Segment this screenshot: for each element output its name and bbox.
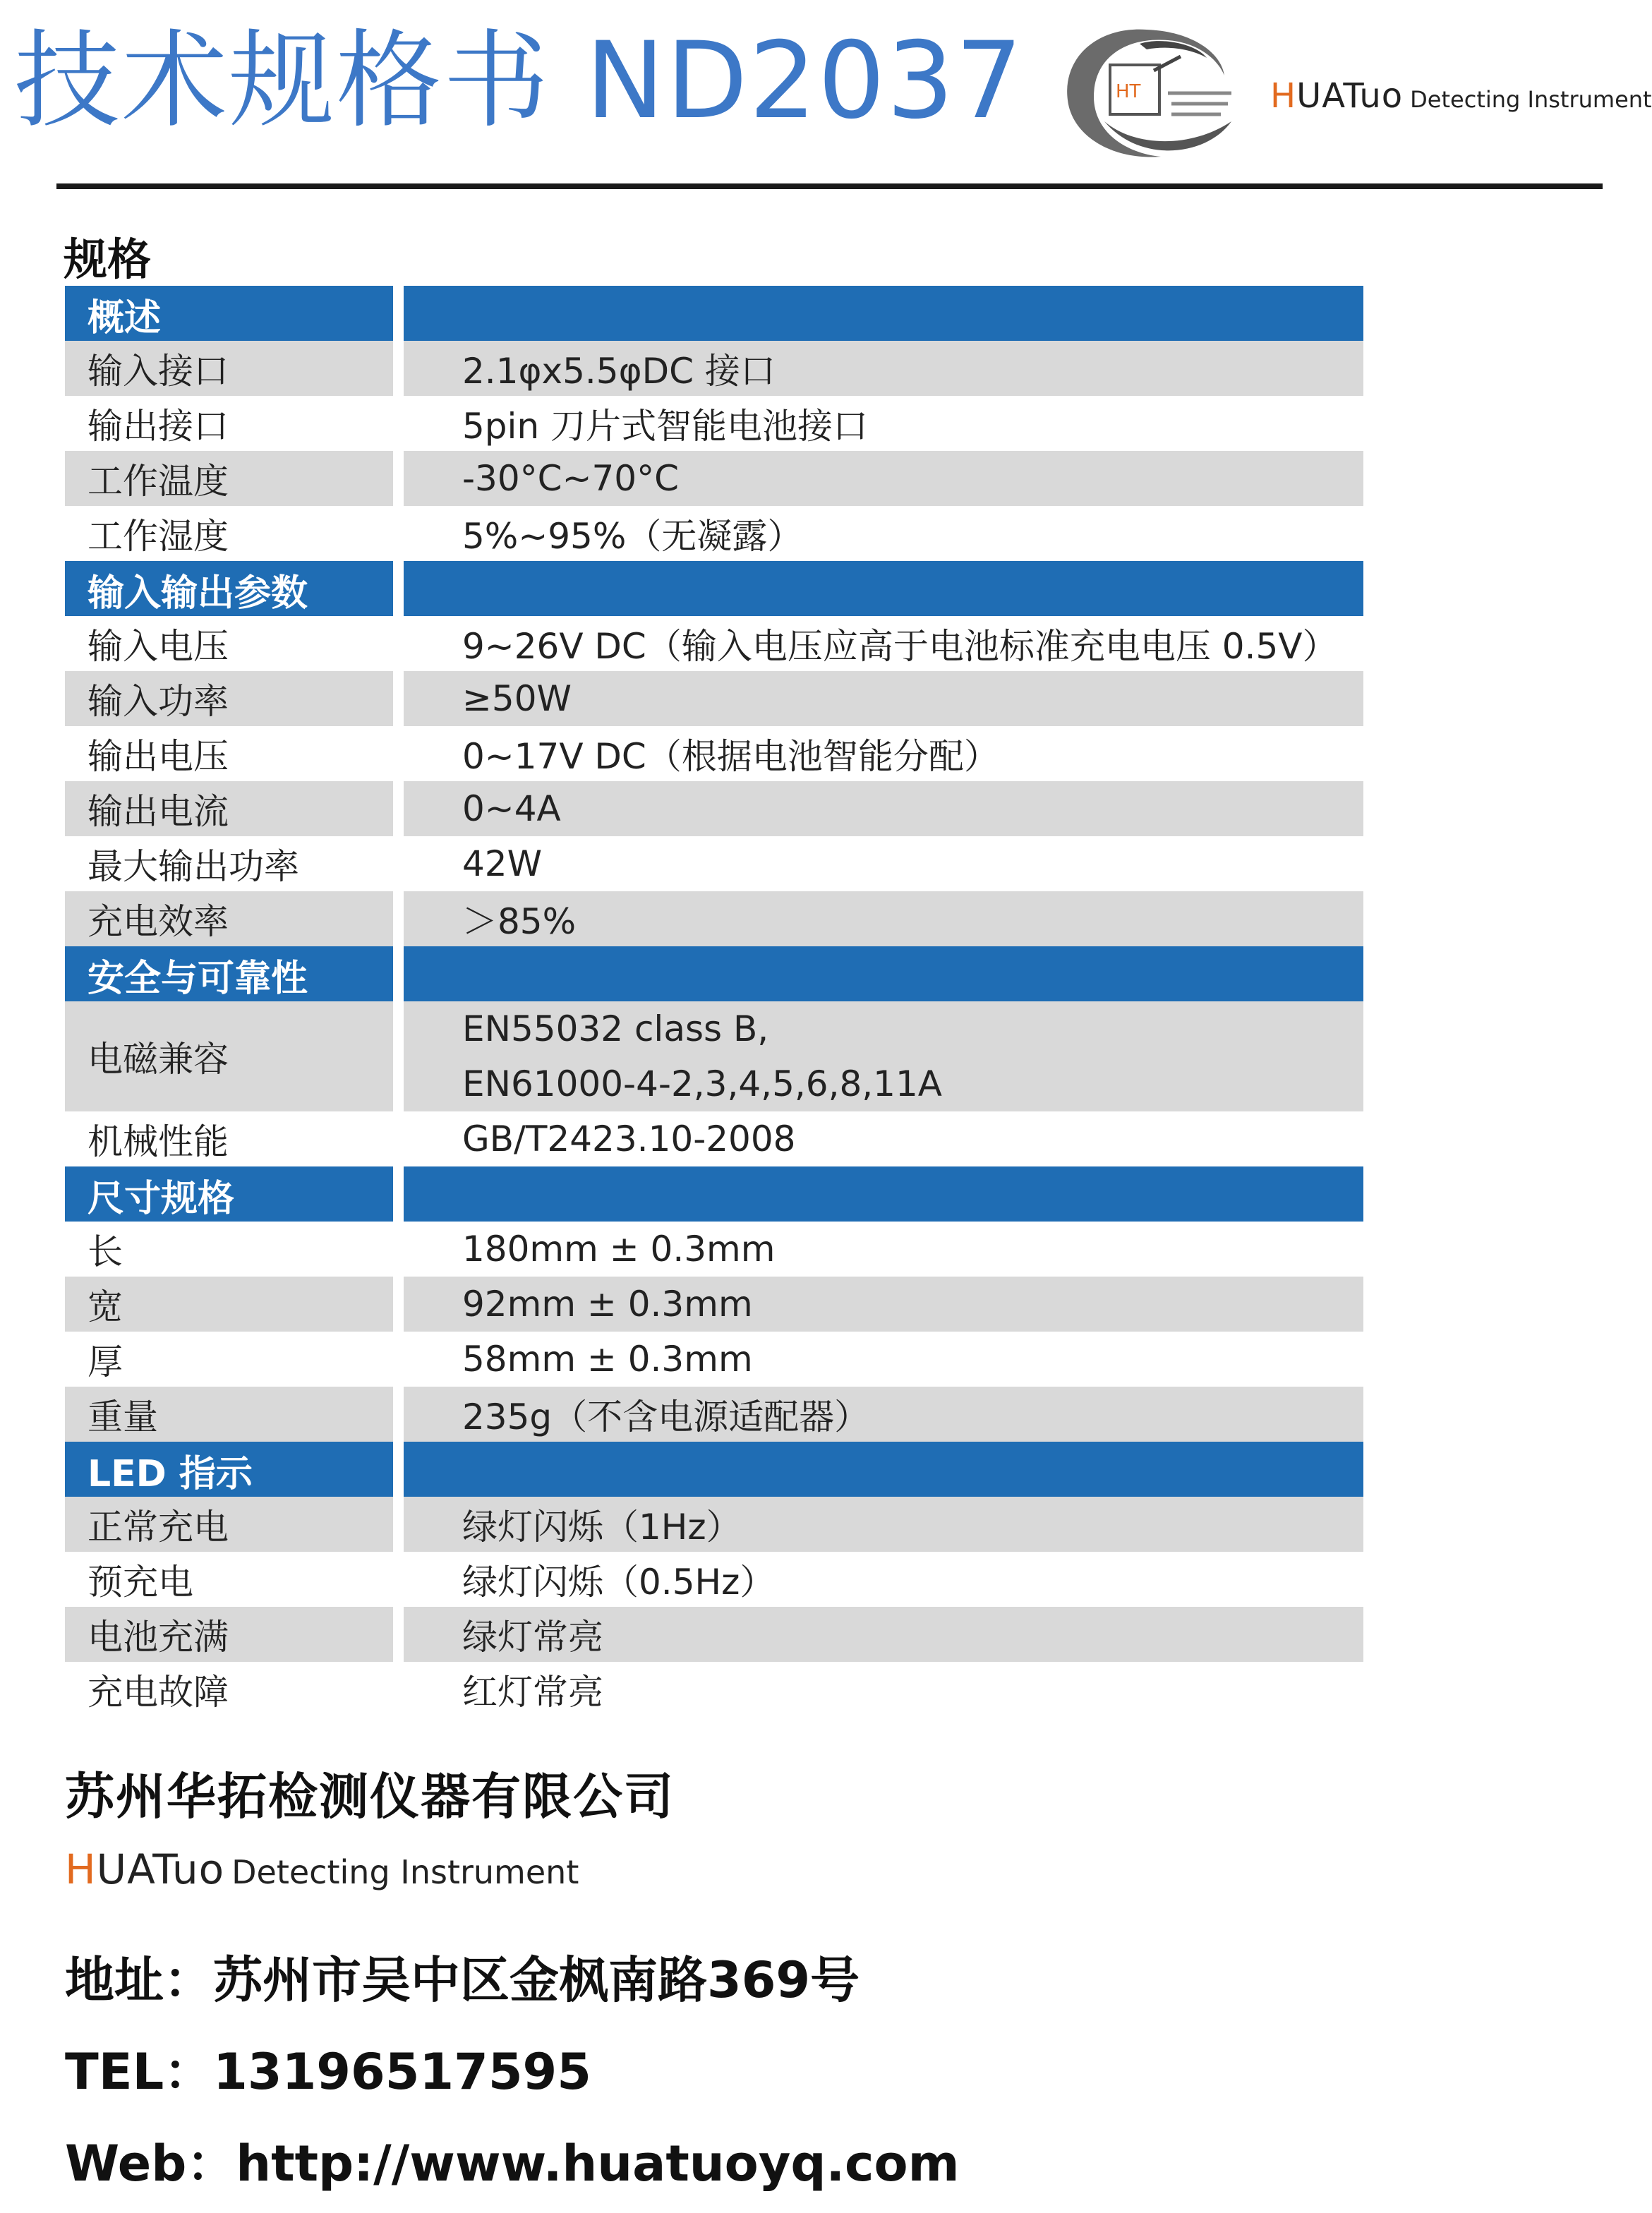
brand-name: HUATuo xyxy=(1270,76,1404,116)
spec-row xyxy=(65,781,1363,836)
spec-label: 机械性能 xyxy=(65,1111,393,1166)
spec-label: 厚 xyxy=(65,1332,393,1387)
spec-row xyxy=(65,1277,1363,1332)
spec-label: 工作湿度 xyxy=(65,506,393,561)
spec-label: 长 xyxy=(65,1222,393,1277)
spec-label: 输入输出参数 xyxy=(65,561,393,617)
web-link[interactable]: Web：http://www.huatuoyq.com xyxy=(65,2135,960,2193)
company-logo xyxy=(1055,16,1238,171)
spec-value xyxy=(404,1001,1363,1111)
spec-value xyxy=(404,561,1363,617)
company-name: 苏州华拓检测仪器有限公司 xyxy=(65,1768,675,1826)
spec-row xyxy=(65,1111,1363,1166)
brand-tagline: Detecting Instrument xyxy=(1410,86,1652,113)
spec-row xyxy=(65,891,1363,946)
spec-value: 5pin 刀片式智能电池接口 xyxy=(404,396,1363,451)
spec-label: 输出电压 xyxy=(65,726,393,781)
brand-footer xyxy=(65,1845,579,1893)
spec-label: 预充电 xyxy=(65,1552,393,1607)
spec-row xyxy=(65,1001,1363,1111)
document-title: 技术规格书 ND2037 xyxy=(14,20,1025,143)
brand-header xyxy=(1270,76,1652,116)
logo-swirl-icon xyxy=(1055,16,1238,171)
spec-value: 红灯常亮 xyxy=(404,1662,1363,1717)
spec-value: 绿灯闪烁（1Hz） xyxy=(404,1497,1363,1552)
section-header-row xyxy=(65,1442,1363,1497)
spec-value: 绿灯常亮 xyxy=(404,1607,1363,1662)
spec-value xyxy=(404,1166,1363,1223)
header-divider xyxy=(56,183,1603,189)
spec-value: 9~26V DC（输入电压应高于电池标准充电电压 0.5V） xyxy=(404,616,1363,671)
section-header-row xyxy=(65,1166,1363,1222)
spec-value-line: EN55032 class B, xyxy=(462,1008,769,1049)
section-header-row xyxy=(65,561,1363,616)
brand-tagline-footer: Detecting Instrument xyxy=(231,1853,579,1891)
section-title: 规格 xyxy=(64,234,152,285)
spec-row xyxy=(65,836,1363,891)
spec-label: 电池充满 xyxy=(65,1607,393,1662)
spec-label: 正常充电 xyxy=(65,1497,393,1552)
spec-label: 重量 xyxy=(65,1387,393,1442)
spec-value: 235g（不含电源适配器） xyxy=(404,1387,1363,1442)
spec-value: -30°C~70°C xyxy=(404,451,1363,506)
spec-label: 输入功率 xyxy=(65,671,393,726)
spec-value: 42W xyxy=(404,836,1363,891)
spec-value: 2.1φx5.5φDC 接口 xyxy=(404,341,1363,396)
spec-label: 安全与可靠性 xyxy=(65,946,393,1003)
spec-row xyxy=(65,1552,1363,1607)
spec-row xyxy=(65,616,1363,671)
spec-row xyxy=(65,1662,1363,1717)
spec-row xyxy=(65,671,1363,726)
spec-row xyxy=(65,396,1363,451)
logo-text: HT xyxy=(1116,81,1141,102)
spec-row xyxy=(65,506,1363,561)
spec-label: 最大输出功率 xyxy=(65,836,393,891)
spec-value: ≥50W xyxy=(404,671,1363,726)
spec-value: 5%~95%（无凝露） xyxy=(404,506,1363,561)
spec-row xyxy=(65,1222,1363,1277)
tel-text: TEL：13196517595 xyxy=(65,2043,591,2101)
spec-row xyxy=(65,1497,1363,1552)
spec-label: 输出接口 xyxy=(65,396,393,451)
section-header-row xyxy=(65,946,1363,1001)
spec-value: 58mm ± 0.3mm xyxy=(404,1332,1363,1387)
spec-value xyxy=(404,286,1363,342)
section-header-row xyxy=(65,286,1363,341)
spec-value xyxy=(404,946,1363,1003)
spec-value xyxy=(404,1442,1363,1498)
spec-label: 充电故障 xyxy=(65,1662,393,1717)
spec-row xyxy=(65,726,1363,781)
spec-value: GB/T2423.10-2008 xyxy=(404,1111,1363,1166)
spec-row xyxy=(65,1332,1363,1387)
spec-label: 电磁兼容 xyxy=(65,1001,393,1111)
address-text: 地址：苏州市吴中区金枫南路369号 xyxy=(65,1951,860,2009)
spec-label: 输入接口 xyxy=(65,341,393,396)
spec-label: 输出电流 xyxy=(65,781,393,836)
spec-label: 工作温度 xyxy=(65,451,393,506)
spec-row xyxy=(65,1387,1363,1442)
spec-label: 输入电压 xyxy=(65,616,393,671)
spec-row xyxy=(65,1607,1363,1662)
spec-label: 概述 xyxy=(65,286,393,342)
spec-label: 充电效率 xyxy=(65,891,393,946)
spec-value: 180mm ± 0.3mm xyxy=(404,1222,1363,1277)
spec-label: 尺寸规格 xyxy=(65,1166,393,1223)
spec-value: 92mm ± 0.3mm xyxy=(404,1277,1363,1332)
spec-table xyxy=(65,286,1363,1717)
spec-value: ＞85% xyxy=(404,891,1363,946)
spec-row xyxy=(65,341,1363,396)
spec-value: 绿灯闪烁（0.5Hz） xyxy=(404,1552,1363,1607)
spec-row xyxy=(65,451,1363,506)
brand-name-footer: HUATuo xyxy=(65,1845,225,1893)
spec-value: 0~17V DC（根据电池智能分配） xyxy=(404,726,1363,781)
spec-label: LED 指示 xyxy=(65,1442,393,1498)
spec-label: 宽 xyxy=(65,1277,393,1332)
spec-value-line: EN61000-4-2,3,4,5,6,8,11A xyxy=(462,1063,943,1104)
spec-value: 0~4A xyxy=(404,781,1363,836)
